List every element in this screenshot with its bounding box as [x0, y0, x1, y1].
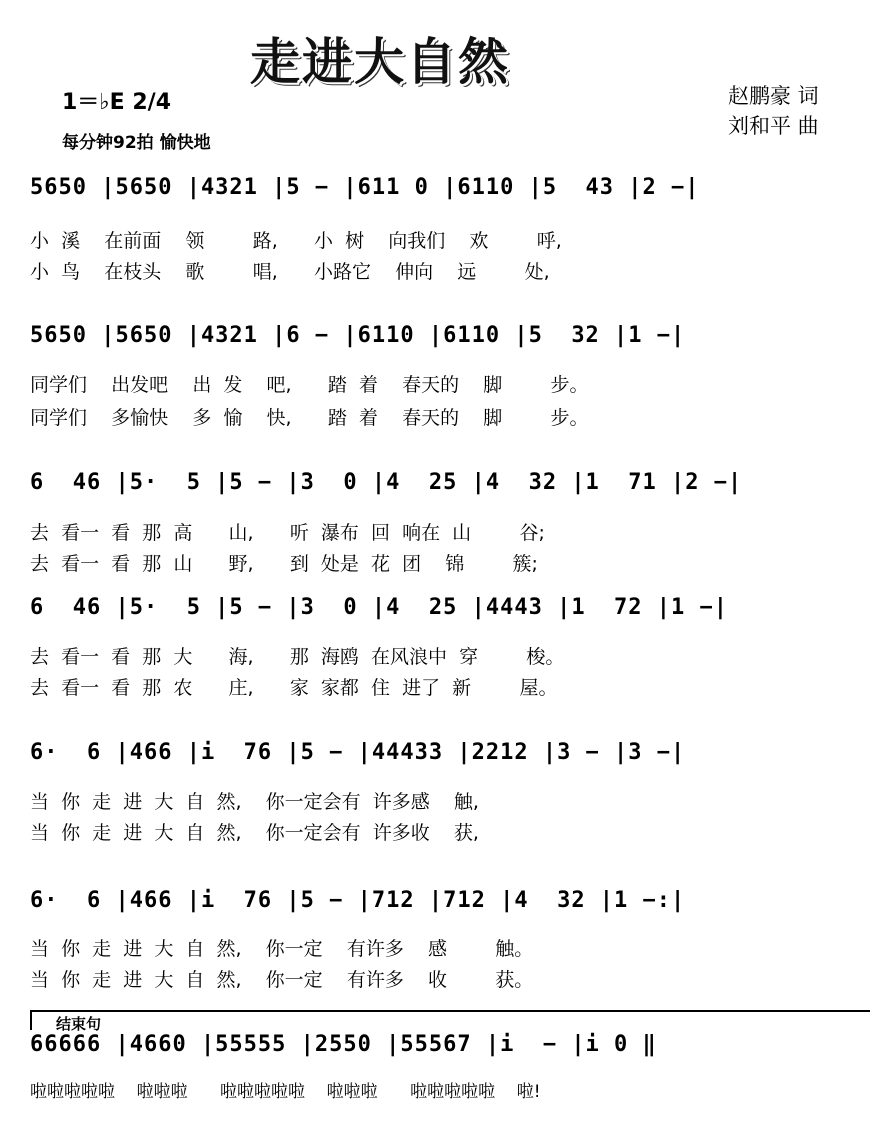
- key-signature: 1＝♭E 2/4: [62, 90, 172, 115]
- notation-line-5: 6· 6 |466 |i 76 |5 − |44433 |2212 |3 − |3 −|: [30, 740, 686, 765]
- lyric-line-5b: 当 你 走 进 大 自 然, 你一定会有 许多收 获,: [30, 822, 479, 844]
- coda-lyrics: 啦啦啦啦啦 啦啦啦 啦啦啦啦啦 啦啦啦 啦啦啦啦啦 啦!: [30, 1082, 541, 1102]
- lyric-line-1a: 小 溪 在前面 领 路, 小 树 向我们 欢 呼,: [30, 230, 562, 252]
- coda-notation: 66666 |4660 |55555 |2550 |55567 |i − |i 0 ‖: [30, 1032, 657, 1057]
- notation-line-4: 6 46 |5· 5 |5 − |3 0 |4 25 |4443 |1 72 |1 −|: [30, 595, 729, 620]
- lyric-line-6a: 当 你 走 进 大 自 然, 你一定 有许多 感 触。: [30, 938, 534, 960]
- ending-label: 结束句: [56, 1015, 102, 1033]
- lyric-line-4a: 去 看一 看 那 大 海, 那 海鸥 在风浪中 穿 梭。: [30, 646, 565, 668]
- lyric-line-6b: 当 你 走 进 大 自 然, 你一定 有许多 收 获。: [30, 969, 534, 991]
- lyric-line-4b: 去 看一 看 那 农 庄, 家 家都 住 进了 新 屋。: [30, 677, 558, 699]
- lyric-line-2a: 同学们 出发吧 出 发 吧, 踏 着 春天的 脚 步。: [30, 374, 589, 396]
- notation-line-2: 5650 |5650 |4321 |6 − |6110 |6110 |5 32 |1 −|: [30, 323, 686, 348]
- tempo-marking: 每分钟92拍 愉快地: [62, 133, 211, 153]
- ending-bracket: [30, 1010, 870, 1012]
- lyric-line-1b: 小 鸟 在枝头 歌 唱, 小路它 伸向 远 处,: [30, 261, 550, 283]
- lyric-line-3b: 去 看一 看 那 山 野, 到 处是 花 团 锦 簇;: [30, 553, 538, 575]
- song-title: 走进大自然: [250, 33, 510, 91]
- ending-bracket-tick: [30, 1010, 32, 1030]
- notation-line-1: 5650 |5650 |4321 |5 − |611 0 |6110 |5 43 |2 −|: [30, 175, 700, 200]
- notation-line-6: 6· 6 |466 |i 76 |5 − |712 |712 |4 32 |1 −:|: [30, 888, 686, 913]
- lyric-line-3a: 去 看一 看 那 高 山, 听 瀑布 回 响在 山 谷;: [30, 522, 545, 544]
- lyric-line-5a: 当 你 走 进 大 自 然, 你一定会有 许多感 触,: [30, 791, 479, 813]
- composer-credit: 刘和平 曲: [728, 114, 819, 138]
- notation-line-3: 6 46 |5· 5 |5 − |3 0 |4 25 |4 32 |1 71 |2 −|: [30, 470, 743, 495]
- lyricist-credit: 赵鹏豪 词: [728, 84, 819, 108]
- lyric-line-2b: 同学们 多愉快 多 愉 快, 踏 着 春天的 脚 步。: [30, 407, 589, 429]
